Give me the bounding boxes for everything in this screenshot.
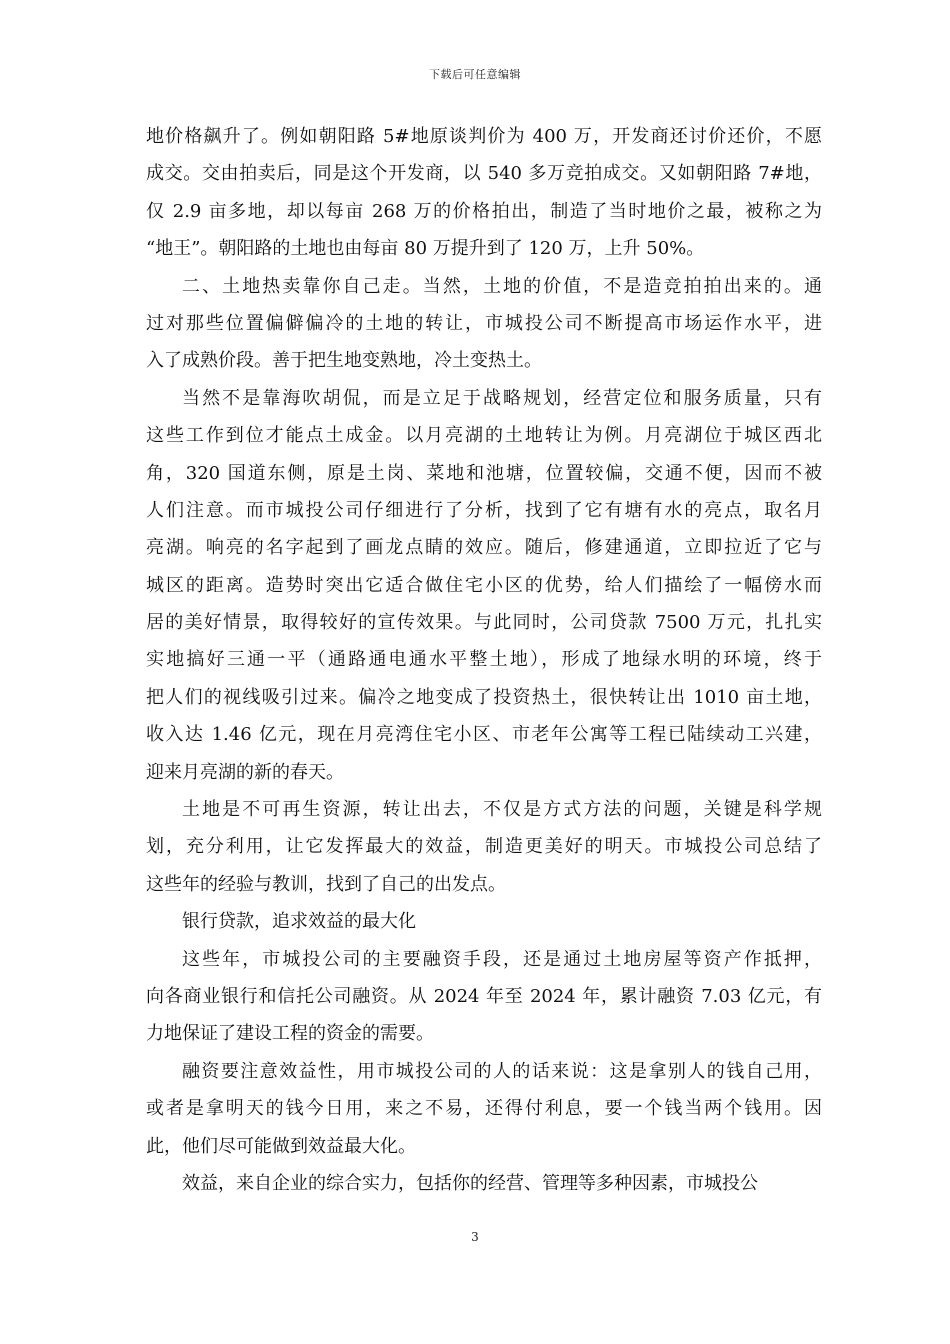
paragraph-line: 这些年的经验与教训，找到了自己的出发点。 (146, 873, 506, 895)
paragraph-line: 过对那些位置偏僻偏冷的土地的转让，市城投公司不断提高市场运作水平，进 (146, 312, 822, 334)
paragraph (146, 268, 822, 380)
paragraph-line: 仅 2.9 亩多地，却以每亩 268 万的价格拍出，制造了当时地价之最，被称之为 (146, 200, 822, 222)
paragraph-line: 或者是拿明天的钱今日用，来之不易，还得付利息，要一个钱当两个钱用。因 (146, 1098, 822, 1120)
page-number: 3 (471, 1230, 479, 1244)
paragraph-line: 居的美好情景，取得较好的宣传效果。与此同时，公司贷款 7500 万元，扎扎实 (146, 612, 822, 634)
paragraph-line: 角，320 国道东侧，原是土岗、菜地和池塘，位置较偏，交通不便，因而不被 (146, 462, 822, 484)
paragraph-line: 这些年，市城投公司的主要融资手段，还是通过土地房屋等资产作抵押， (182, 948, 822, 970)
paragraph-line: 力地保证了建设工程的资金的需要。 (146, 1023, 434, 1045)
paragraph-line: “地王”。朝阳路的土地也由每亩 80 万提升到了 120 万，上升 50%。 (146, 238, 705, 260)
paragraph-line: 人们注意。而市城投公司仔细进行了分析，找到了它有塘有水的亮点，取名月 (146, 499, 822, 521)
paragraph-line: 成交。交由拍卖后，同是这个开发商，以 540 多万竞拍成交。又如朝阳路 7#地， (146, 163, 822, 185)
document-body (146, 118, 822, 1202)
paragraph-line: 城区的距离。造势时突出它适合做住宅小区的优势，给人们描绘了一幅傍水而 (146, 574, 822, 596)
paragraph (146, 1165, 822, 1202)
paragraph (146, 118, 822, 268)
paragraph (146, 941, 822, 1053)
paragraph (146, 791, 822, 903)
paragraph-line: 入了成熟价段。善于把生地变熟地，冷土变热土。 (146, 350, 542, 372)
paragraph-line: 效益，来自企业的综合实力，包括你的经营、管理等多种因素，市城投公 (182, 1172, 758, 1194)
paragraph-line: 地价格飙升了。例如朝阳路 5#地原谈判价为 400 万，开发商还讨价还价，不愿 (146, 126, 822, 147)
paragraph-line: 当然不是靠海吹胡侃，而是立足于战略规划，经营定位和服务质量，只有 (182, 387, 822, 409)
paragraph-line: 二、土地热卖靠你自己走。当然，土地的价值，不是造竞拍拍出来的。通 (182, 275, 822, 297)
paragraph-line: 实地搞好三通一平（通路通电通水平整土地），形成了地绿水明的环境，终于 (146, 649, 822, 671)
paragraph-line: 收入达 1.46 亿元，现在月亮湾住宅小区、市老年公寓等工程已陆续动工兴建， (146, 724, 822, 746)
paragraph-line: 把人们的视线吸引过来。偏冷之地变成了投资热土，很快转让出 1010 亩土地， (146, 686, 822, 708)
paragraph-line: 划，充分利用，让它发挥最大的效益，制造更美好的明天。市城投公司总结了 (146, 836, 822, 858)
paragraph (146, 380, 822, 791)
paragraph (146, 903, 822, 940)
paragraph-line: 向各商业银行和信托公司融资。从 2024 年至 2024 年，累计融资 7.03 亿元，有 (146, 985, 822, 1007)
paragraph-line: 土地是不可再生资源，转让出去，不仅是方式方法的问题，关键是科学规 (182, 799, 822, 821)
paragraph-line: 这些工作到位才能点土成金。以月亮湖的土地转让为例。月亮湖位于城区西北 (146, 425, 822, 447)
paragraph-line: 此，他们尽可能做到效益最大化。 (146, 1135, 416, 1157)
paragraph (146, 1053, 822, 1165)
paragraph-line: 融资要注意效益性，用市城投公司的人的话来说：这是拿别人的钱自己用， (182, 1060, 822, 1082)
paragraph-line: 银行贷款，追求效益的最大化 (182, 911, 416, 933)
paragraph-line: 迎来月亮湖的新的春天。 (146, 761, 344, 783)
paragraph-line: 亮湖。响亮的名字起到了画龙点睛的效应。随后，修建通道，立即拉近了它与 (146, 537, 822, 559)
page-header: 下载后可任意编辑 (429, 68, 521, 81)
